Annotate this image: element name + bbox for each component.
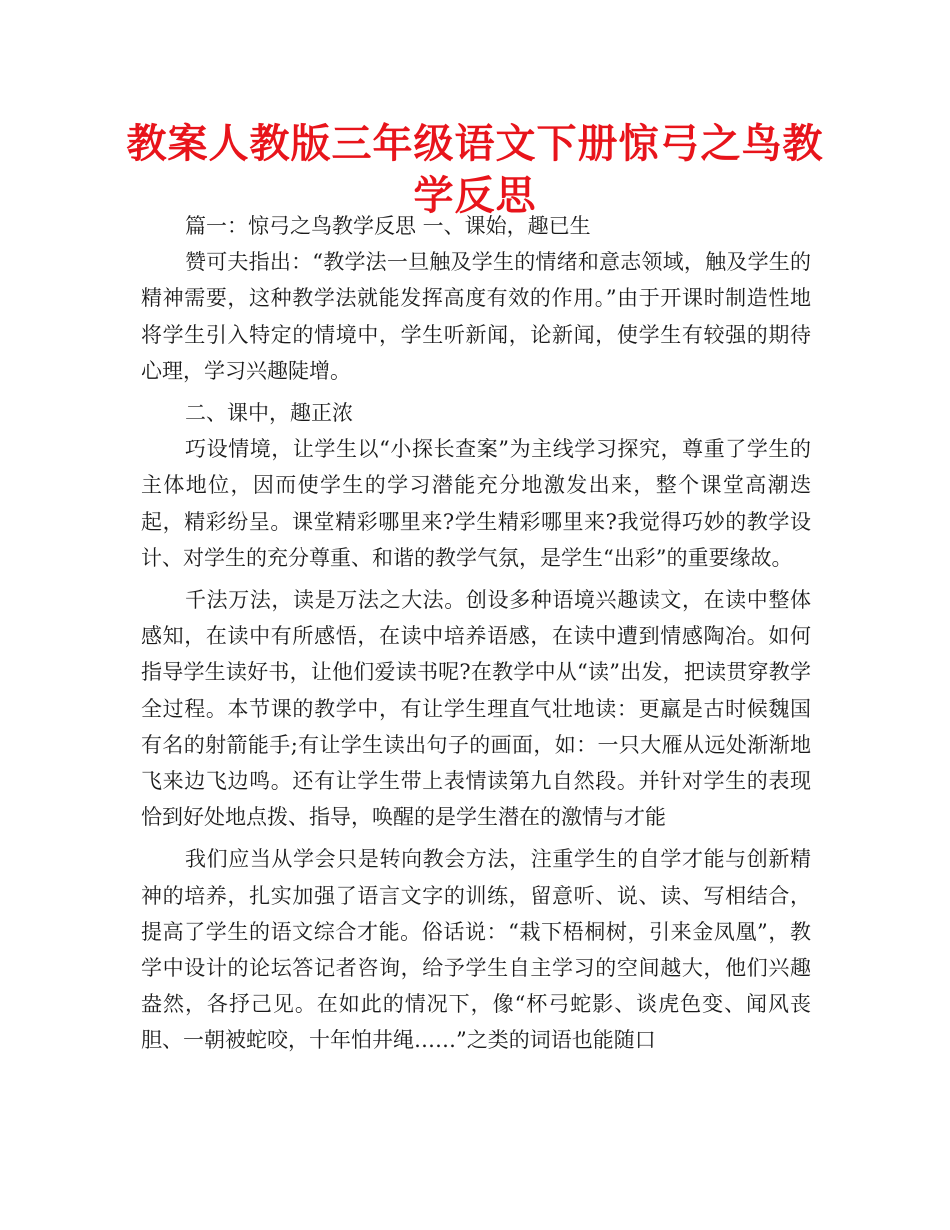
paragraph-section-two-heading: 二、课中，趣正浓 — [185, 401, 353, 426]
paragraph-scenario-design: 巧设情境，让学生以“小探长查案”为主线学习探究，尊重了学生的主体地位，因而使学生的学习潜能充分地激发出来，整个课堂高潮迭起，精彩纷呈。课堂精彩哪里来?学生精彩哪里来?我觉得巧妙的教学设计、对学生的充分尊重、和谐的教学气氛，是学生“出彩”的重要缘故。 — [141, 437, 811, 570]
paragraph-reading-method: 千法万法，读是万法之大法。创设多种语境兴趣读文，在读中整体感知，在读中有所感悟，在读中培养语感，在读中遭到情感陶冶。如何指导学生读好书，让他们爱读书呢?在教学中从“读”出发，把读贯穿教学全过程。本节课的教学中，有让学生理直气壮地读：更羸是古时候魏国有名的射箭能手;有让学生读出句子的画面，如：一只大雁从远处渐渐地飞来边飞边鸣。还有让学生带上表情读第九自然段。并针对学生的表现恰到好处地点拨、指导，唤醒的是学生潜在的激情与才能 — [141, 588, 811, 830]
paragraph-zankefu-quote: 赞可夫指出：“教学法一旦触及学生的情绪和意志领域，触及学生的精神需要，这种教学法就能发挥高度有效的作用。”由于开课时制造性地将学生引入特定的情境中，学生听新闻，论新闻，使学生有较强的期待心理，学习兴趣陡增。 — [141, 250, 811, 383]
paragraph-section-one-heading: 篇一：惊弓之鸟教学反思 一、课始，趣已生 — [185, 214, 591, 238]
paragraph-teaching-method: 我们应当从学会只是转向教会方法，注重学生的自学才能与创新精神的培养，扎实加强了语言文字的训练，留意听、说、读、写相结合，提高了学生的语文综合才能。俗话说：“栽下梧桐树，引来金凤凰”，教学中设计的论坛答记者咨询，给予学生自主学习的空间越大，他们兴趣盎然，各抒己见。在如此的情况下，像“杯弓蛇影、谈虎色变、闻风丧胆、一朝被蛇咬，十年怕井绳……”之类的词语也能随口 — [141, 847, 811, 1053]
document-title: 教案人教版三年级语文下册惊弓之鸟教学反思 — [126, 121, 824, 219]
document-body — [141, 208, 811, 1059]
